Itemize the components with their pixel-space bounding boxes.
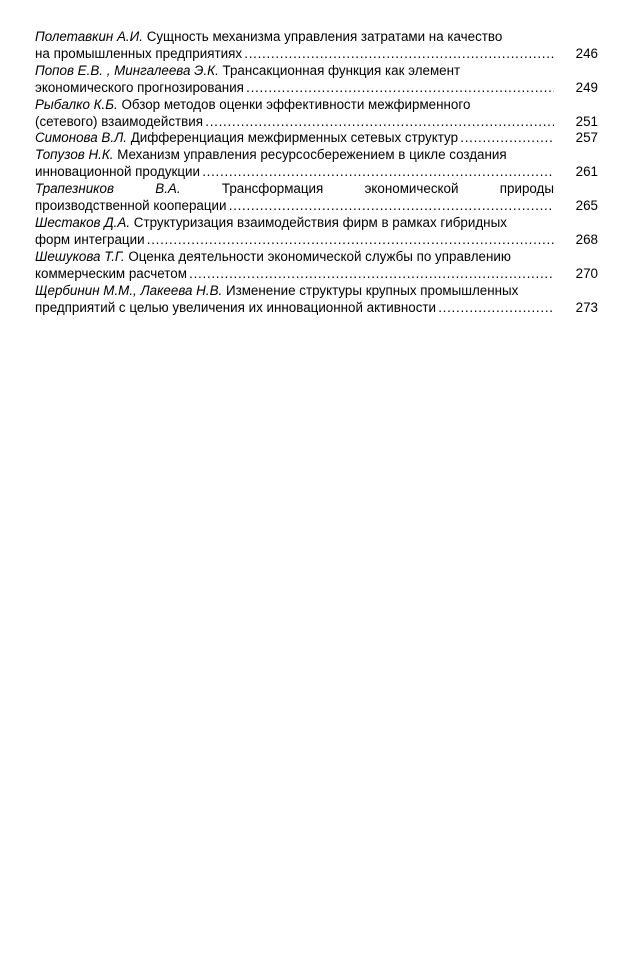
toc-entry-line xyxy=(35,283,554,300)
toc-entry xyxy=(35,283,598,317)
toc-title-line2: предприятий с целью увеличения их инновационной активности . . . xyxy=(35,300,554,317)
toc-entry xyxy=(35,147,598,181)
toc-entry-line xyxy=(35,147,554,164)
toc-author: Шестаков Д.А. xyxy=(35,214,131,230)
toc-title-line1: Трансакционная функция как элемент xyxy=(218,62,461,78)
toc-title-line1: Сущность механизма управления затратами на качество xyxy=(142,29,503,44)
toc-title-line1: Обзор методов оценки эффективности межфирменного xyxy=(117,96,471,112)
toc-entry xyxy=(35,63,598,97)
toc-title-line2: коммерческим расчетом . . . xyxy=(35,266,554,283)
toc-author: Щербинин М.М., Лакеева Н.В. xyxy=(35,282,223,298)
toc-title-line2: экономического прогнозирования . . . xyxy=(35,80,554,97)
toc-author: Рыбалко К.Б. xyxy=(35,96,118,112)
toc-title-line1: Структуризация взаимодействия фирм в рамках гибридных xyxy=(130,214,507,230)
toc-entry-line xyxy=(35,29,554,46)
toc-entry xyxy=(35,249,598,283)
toc-entry-last-line xyxy=(35,80,554,97)
toc-page-number[interactable]: 273 xyxy=(575,299,598,315)
toc-entry-line xyxy=(35,181,554,198)
toc-entry xyxy=(35,130,598,147)
toc-entry-line xyxy=(35,215,554,232)
toc-author: Топузов Н.К. xyxy=(35,147,114,163)
toc-entry-last-line xyxy=(35,232,554,249)
toc-page-number[interactable]: 246 xyxy=(575,45,598,61)
toc-title-line2: Симонова В.Л. Дифференциация межфирменных сетевых структур . . . xyxy=(35,130,554,147)
toc-entry-last-line xyxy=(35,266,554,283)
toc-page-number[interactable]: 251 xyxy=(575,113,598,129)
toc-page-number[interactable]: 249 xyxy=(575,79,598,95)
toc-page-number[interactable]: 268 xyxy=(575,231,598,247)
toc-author: Симонова В.Л. xyxy=(35,130,127,146)
toc-entry-line xyxy=(35,249,554,266)
toc-title-line2: форм интеграции . . . xyxy=(35,232,554,249)
toc-author: Попов Е.В. , Мингалеева Э.К. xyxy=(35,62,219,78)
toc-entry-last-line xyxy=(35,130,554,147)
toc-title-line1: Изменение структуры крупных промышленных xyxy=(222,282,519,298)
toc-entry-last-line xyxy=(35,198,554,215)
table-of-contents xyxy=(35,29,598,316)
toc-entry-last-line xyxy=(35,46,554,63)
toc-entry-last-line xyxy=(35,300,554,317)
toc-author: Полетавкин А.И. xyxy=(35,29,143,44)
toc-author: Шешукова Т.Г. xyxy=(35,248,125,264)
toc-entry-last-line xyxy=(35,114,554,131)
toc-entry xyxy=(35,181,598,215)
toc-title-line2: (сетевого) взаимодействия . . . xyxy=(35,114,554,131)
toc-page-number[interactable]: 257 xyxy=(575,130,598,146)
toc-page-number[interactable]: 265 xyxy=(575,198,598,214)
toc-page-number[interactable]: 261 xyxy=(575,164,598,180)
toc-entry-line xyxy=(35,63,554,80)
toc-title-line2: инновационной продукции . . . xyxy=(35,164,554,181)
toc-entry xyxy=(35,215,598,249)
toc-entry-line xyxy=(35,97,554,114)
toc-page-number[interactable]: 270 xyxy=(575,265,598,281)
toc-title-line1: Механизм управления ресурсосбережением в цикле создания xyxy=(113,147,507,163)
toc-title-line1: Оценка деятельности экономической службы по управлению xyxy=(124,248,511,264)
toc-author: Трапезников В.А. xyxy=(35,181,181,197)
toc-entry-last-line xyxy=(35,164,554,181)
toc-entry xyxy=(35,97,598,131)
toc-title-line2: производственной кооперации . . . xyxy=(35,198,554,215)
toc-title-line2: на промышленных предприятиях . . . xyxy=(35,46,554,63)
toc-title-line1: Трансформация экономической природы xyxy=(180,181,554,197)
toc-entry xyxy=(35,29,598,63)
